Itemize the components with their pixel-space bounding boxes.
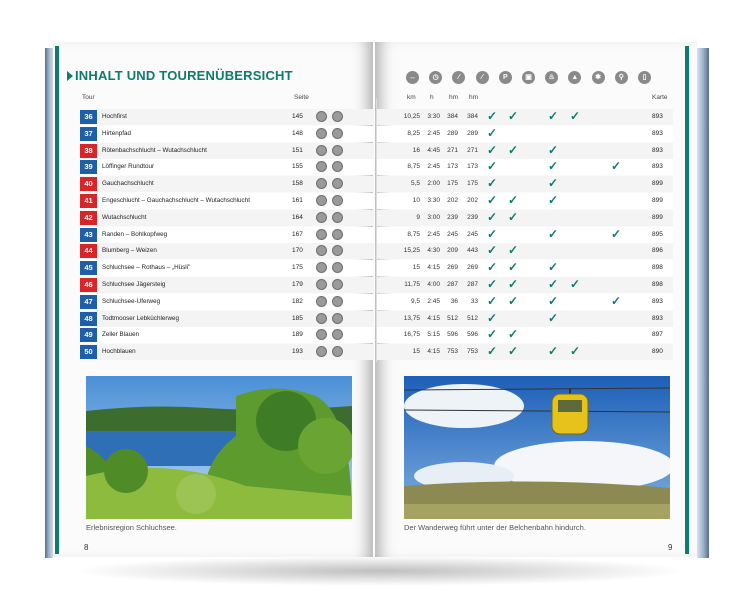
tour-name: Engeschlucht – Gauchachschlucht – Wutachschlucht [102, 197, 250, 204]
header-seite: Seite [294, 94, 309, 101]
hours-value: 2:45 [427, 129, 440, 137]
tour-page: 151 [292, 146, 303, 154]
caption-right: Der Wanderweg führt unter der Belchenbahn hindurch. [404, 523, 586, 532]
map-number: 893 [652, 129, 663, 137]
check-icon: ✓ [611, 226, 622, 241]
header-km: km [407, 94, 416, 101]
descent-value: 512 [467, 314, 478, 322]
table-row-stats [376, 109, 673, 125]
tour-page: 155 [292, 163, 303, 171]
km-value: 13,75 [403, 314, 420, 322]
tour-number-badge: 45 [80, 261, 97, 275]
distance-icon: ↔ [406, 71, 419, 84]
bear-icon [332, 329, 343, 340]
check-icon: ✓ [508, 277, 519, 291]
header-hm-down: hm [469, 94, 479, 101]
table-row[interactable] [80, 193, 374, 209]
ascent-value: 289 [447, 129, 458, 137]
tour-name: Hochblauen [102, 348, 136, 356]
check-icon: ✓ [487, 193, 498, 207]
phone-icon: ▯ [638, 71, 651, 84]
ascent-value: 36 [450, 297, 458, 305]
tour-page: 167 [292, 230, 303, 238]
table-row-stats [376, 176, 673, 192]
header-h: h [430, 94, 434, 101]
check-icon: ✓ [487, 209, 498, 224]
check-icon: ✓ [487, 109, 498, 123]
check-icon: ✓ [548, 109, 559, 123]
page-number-left: 8 [84, 543, 89, 552]
tour-name: Schluchsee-Uferweg [102, 297, 161, 305]
page-title: INHALT UND TOURENÜBERSICHT [75, 68, 293, 83]
ascent-value: 202 [447, 197, 458, 204]
check-icon: ✓ [487, 243, 498, 258]
tour-number-badge: 41 [80, 194, 97, 208]
tour-page: 182 [292, 297, 303, 305]
difficulty-icon [316, 161, 327, 172]
hours-value: 4:30 [427, 247, 440, 255]
difficulty-icon [316, 111, 327, 122]
bike-icon: ⚲ [615, 71, 628, 84]
tour-name: Löffinger Rundtour [102, 163, 155, 171]
ascent-value: 245 [447, 230, 458, 238]
map-number: 898 [652, 281, 663, 288]
lake-landscape-image [86, 376, 352, 519]
book-edge-left [45, 48, 53, 558]
tour-number-badge: 46 [80, 278, 97, 292]
difficulty-icon [316, 279, 327, 290]
tour-page: 179 [292, 281, 303, 288]
difficulty-icon [316, 346, 327, 357]
km-value: 11,75 [404, 281, 420, 288]
ascent-value: 287 [447, 281, 458, 288]
km-value: 15 [412, 348, 420, 356]
tour-number-badge: 36 [80, 110, 97, 124]
map-number: 893 [652, 146, 663, 154]
table-row-stats [376, 193, 673, 209]
tour-page: 161 [292, 197, 303, 204]
table-row-stats [376, 210, 673, 226]
title-arrow-icon [67, 71, 73, 81]
km-value: 10 [412, 197, 420, 204]
bear-icon [332, 161, 343, 172]
check-icon: ✓ [570, 344, 581, 359]
bear-icon [332, 296, 343, 307]
map-number: 897 [652, 331, 663, 339]
descent-icon: ⁄ [476, 71, 489, 84]
hours-value: 4:45 [427, 146, 440, 154]
table-row-stats [376, 294, 673, 310]
bear-icon [332, 212, 343, 223]
photo-schluchsee [86, 376, 352, 519]
ascent-value: 753 [447, 348, 458, 356]
check-icon: ✓ [487, 159, 498, 174]
tour-page: 158 [292, 180, 303, 188]
table-row[interactable] [80, 159, 374, 175]
hours-value: 4:15 [427, 264, 440, 272]
table-row-stats [376, 159, 673, 175]
ascent-value: 596 [447, 331, 458, 339]
km-value: 8,25 [407, 129, 420, 137]
descent-value: 384 [467, 113, 478, 120]
check-icon: ✓ [508, 293, 519, 308]
difficulty-icon [316, 313, 327, 324]
hours-value: 4:15 [427, 314, 440, 322]
bear-icon [332, 245, 343, 256]
check-icon: ✓ [570, 277, 581, 291]
check-icon: ✓ [508, 344, 519, 359]
table-row[interactable] [80, 227, 374, 243]
bear-icon [332, 145, 343, 156]
header-hm-up: hm [449, 94, 459, 101]
difficulty-icon [316, 245, 327, 256]
check-icon: ✓ [548, 176, 559, 191]
tour-name: Blumberg – Weizen [102, 247, 157, 255]
ascent-value: 175 [447, 180, 458, 188]
table-row-stats [376, 243, 673, 259]
table-row[interactable] [80, 344, 374, 360]
descent-value: 289 [467, 129, 478, 137]
tour-number-badge: 49 [80, 328, 97, 342]
km-value: 8,75 [407, 230, 420, 238]
table-row[interactable] [80, 126, 374, 142]
photo-belchenbahn [404, 376, 670, 519]
check-icon: ✓ [548, 344, 559, 359]
check-icon: ✓ [548, 310, 559, 325]
table-row[interactable] [80, 176, 374, 192]
check-icon: ✓ [487, 125, 498, 140]
descent-value: 443 [467, 247, 478, 255]
descent-value: 269 [467, 264, 478, 272]
hours-value: 2:45 [427, 163, 440, 171]
km-value: 5,5 [410, 180, 420, 188]
check-icon: ✓ [570, 109, 581, 123]
table-row[interactable] [80, 260, 374, 276]
check-icon: ✓ [548, 277, 559, 291]
gondola-image [404, 376, 670, 519]
left-accent-bar [55, 46, 59, 554]
tour-name: Hochfirst [102, 113, 127, 120]
table-row[interactable] [80, 210, 374, 226]
table-row-stats [376, 311, 673, 327]
map-number: 896 [652, 247, 663, 255]
hours-value: 4:15 [427, 348, 440, 356]
hours-value: 2:00 [427, 180, 440, 188]
tour-name: Randen – Bohlkopfweg [102, 230, 168, 238]
difficulty-icon [316, 229, 327, 240]
descent-value: 33 [470, 297, 478, 305]
hours-value: 3:30 [427, 197, 440, 204]
book-shadow [70, 556, 690, 586]
difficulty-icon [316, 128, 327, 139]
check-icon: ✓ [487, 226, 498, 241]
tour-page: 189 [292, 331, 303, 339]
km-value: 10,25 [403, 113, 420, 120]
tour-number-badge: 44 [80, 244, 97, 258]
tour-page: 145 [292, 113, 303, 120]
bear-icon [332, 178, 343, 189]
check-icon: ✓ [487, 293, 498, 308]
hours-value: 2:45 [427, 230, 440, 238]
map-number: 893 [652, 163, 663, 171]
check-icon: ✓ [508, 109, 519, 123]
tour-number-badge: 43 [80, 228, 97, 242]
tour-name: Schluchsee Jägersteig [102, 281, 166, 288]
check-icon: ✓ [548, 193, 559, 207]
tour-page: 148 [292, 129, 303, 137]
ascent-value: 173 [447, 163, 458, 171]
hours-value: 4:00 [427, 281, 440, 288]
check-icon: ✓ [487, 327, 498, 342]
check-icon: ✓ [508, 260, 519, 275]
tour-name: Rötenbachschlucht – Wutachschlucht [102, 146, 207, 154]
header-tour: Tour [82, 94, 95, 101]
descent-value: 239 [467, 213, 478, 221]
descent-value: 245 [467, 230, 478, 238]
check-icon: ✓ [487, 260, 498, 275]
tour-page: 170 [292, 247, 303, 255]
tour-number-badge: 37 [80, 127, 97, 141]
difficulty-icon [316, 178, 327, 189]
check-icon: ✓ [548, 260, 559, 275]
difficulty-icon [316, 195, 327, 206]
page-number-right: 9 [668, 543, 673, 552]
difficulty-icon [316, 296, 327, 307]
check-icon: ✓ [487, 344, 498, 359]
bear-icon [332, 111, 343, 122]
caption-left: Erlebnisregion Schluchsee. [86, 523, 177, 532]
map-number: 899 [652, 213, 663, 221]
km-value: 15,25 [403, 247, 420, 255]
table-row-stats [376, 277, 673, 293]
descent-value: 287 [467, 281, 478, 288]
km-value: 9,5 [410, 297, 420, 305]
table-row-stats [376, 344, 673, 360]
descent-value: 596 [467, 331, 478, 339]
tour-number-badge: 39 [80, 160, 97, 174]
table-row[interactable] [80, 143, 374, 159]
tour-name: Zeller Blauen [102, 331, 140, 339]
map-number: 893 [652, 113, 663, 120]
ascent-value: 269 [447, 264, 458, 272]
hours-value: 3:30 [427, 113, 440, 120]
bus-icon: ▣ [522, 71, 535, 84]
tour-number-badge: 47 [80, 295, 97, 309]
descent-value: 753 [467, 348, 478, 356]
tour-number-badge: 50 [80, 345, 97, 359]
table-row[interactable] [80, 327, 374, 343]
bear-icon [332, 195, 343, 206]
table-row-stats [376, 227, 673, 243]
bear-icon [332, 229, 343, 240]
difficulty-icon [316, 145, 327, 156]
check-icon: ✓ [487, 277, 498, 291]
tour-number-badge: 38 [80, 144, 97, 158]
check-icon: ✓ [548, 293, 559, 308]
tour-name: Gauchachschlucht [102, 180, 154, 188]
tour-name: Hirtenpfad [102, 129, 132, 137]
book-edge-right [697, 48, 709, 558]
table-row[interactable] [80, 277, 374, 293]
descent-value: 173 [467, 163, 478, 171]
difficulty-icon [316, 212, 327, 223]
map-number: 899 [652, 180, 663, 188]
km-value: 8,75 [407, 163, 420, 171]
bear-icon [332, 279, 343, 290]
check-icon: ✓ [487, 176, 498, 191]
check-icon: ✓ [508, 193, 519, 207]
ascent-value: 209 [447, 247, 458, 255]
hours-value: 2:45 [427, 297, 440, 305]
check-icon: ✓ [548, 159, 559, 174]
tour-name: Wutachschlucht [102, 213, 147, 221]
check-icon: ✓ [508, 327, 519, 342]
descent-value: 271 [467, 146, 478, 154]
map-number: 899 [652, 197, 663, 204]
km-value: 15 [412, 264, 420, 272]
hours-value: 3:00 [427, 213, 440, 221]
map-number: 898 [652, 264, 663, 272]
map-number: 893 [652, 314, 663, 322]
clock-icon: ◷ [429, 71, 442, 84]
header-karte: Karte [652, 94, 668, 101]
ascent-icon: ⁄ [452, 71, 465, 84]
ascent-value: 239 [447, 213, 458, 221]
bear-icon [332, 128, 343, 139]
table-row[interactable] [80, 294, 374, 310]
check-icon: ✓ [508, 209, 519, 224]
check-icon: ✓ [508, 243, 519, 258]
bear-icon [332, 346, 343, 357]
descent-value: 202 [467, 197, 478, 204]
tour-number-badge: 40 [80, 177, 97, 191]
ascent-value: 512 [447, 314, 458, 322]
check-icon: ✓ [508, 142, 519, 157]
tour-number-badge: 48 [80, 312, 97, 326]
check-icon: ✓ [548, 226, 559, 241]
bear-icon [332, 313, 343, 324]
right-accent-bar [685, 46, 689, 554]
tour-page: 175 [292, 264, 303, 272]
gutter-line [376, 99, 377, 362]
map-number: 895 [652, 230, 663, 238]
tour-number-badge: 42 [80, 211, 97, 225]
bear-icon [332, 262, 343, 273]
check-icon: ✓ [548, 142, 559, 157]
tour-name: Schluchsee – Rothaus – „Hüsli" [102, 264, 191, 272]
map-number: 890 [652, 348, 663, 356]
table-row-stats [376, 126, 673, 142]
km-value: 16 [412, 146, 420, 154]
map-number: 893 [652, 297, 663, 305]
table-row-stats [376, 143, 673, 159]
km-value: 9 [416, 213, 420, 221]
table-row-stats [376, 327, 673, 343]
parking-icon: P [499, 71, 512, 84]
table-row-stats [376, 260, 673, 276]
ascent-value: 271 [447, 146, 458, 154]
difficulty-icon [316, 329, 327, 340]
check-icon: ✓ [487, 310, 498, 325]
check-icon: ✓ [487, 142, 498, 157]
hours-value: 5:15 [427, 331, 440, 339]
food-icon: ♨ [545, 71, 558, 84]
table-row[interactable] [80, 311, 374, 327]
difficulty-icon [316, 262, 327, 273]
tour-page: 185 [292, 314, 303, 322]
winter-icon: ✱ [592, 71, 605, 84]
ascent-value: 384 [447, 113, 458, 120]
summit-icon: ▲ [568, 71, 581, 84]
table-row[interactable] [80, 243, 374, 259]
table-row[interactable] [80, 109, 374, 125]
check-icon: ✓ [611, 293, 622, 308]
km-value: 16,75 [403, 331, 420, 339]
tour-page: 193 [292, 348, 303, 356]
tour-name: Todtmooser Lebküchlerweg [102, 314, 180, 322]
check-icon: ✓ [611, 159, 622, 174]
descent-value: 175 [467, 180, 478, 188]
tour-page: 164 [292, 213, 303, 221]
